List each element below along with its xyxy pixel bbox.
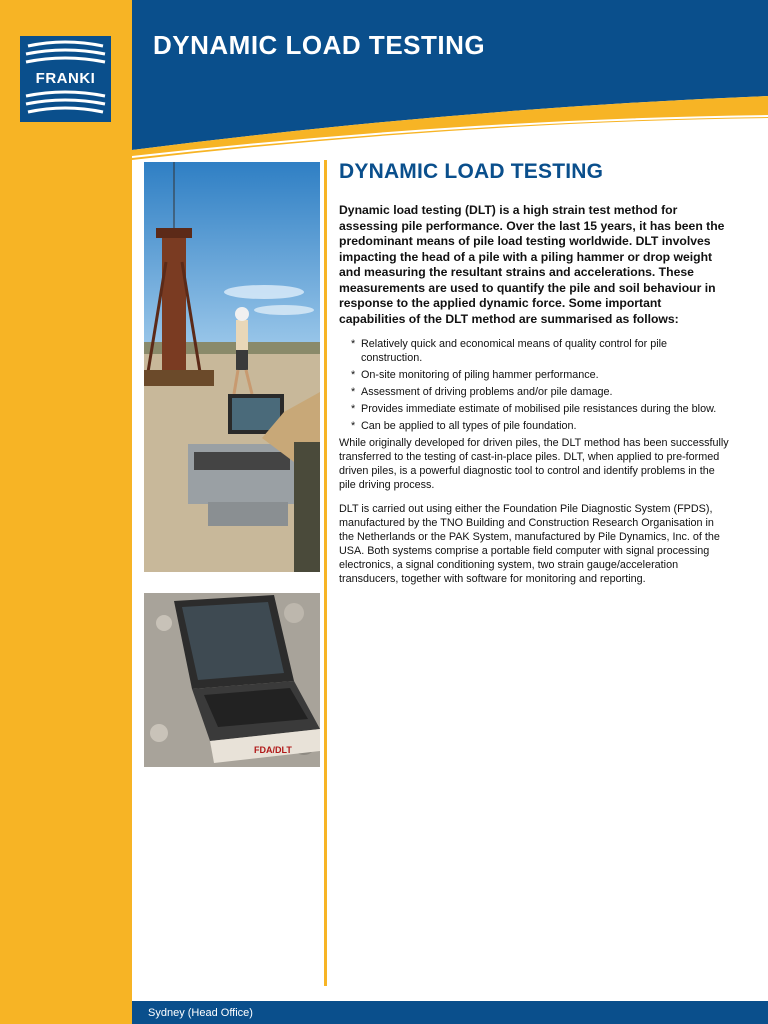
body-paragraph-1: While originally developed for driven piles, the DLT method has been successfully transferred to the testing of cast-in-place piles. DLT, when applied to pre-formed driven piles, is a powerful diagnostic tool to control and identify problems in the pile driving process.: [339, 437, 729, 491]
list-item: [351, 419, 731, 433]
logo-wordmark: FRANKI: [20, 70, 111, 87]
list-item-text: Relatively quick and economical means of quality control for pile construction.: [361, 338, 668, 364]
list-item-text: On-site monitoring of piling hammer performance.: [361, 369, 599, 381]
content-title: DYNAMIC LOAD TESTING: [339, 160, 604, 183]
bullet-marker: *: [351, 369, 356, 381]
bullet-marker: *: [351, 386, 356, 398]
pile-testing-site-photo: [144, 162, 320, 572]
laptop-label: FDA/DLT: [254, 745, 292, 755]
bullet-marker: *: [351, 420, 356, 432]
list-item-text: Provides immediate estimate of mobilised pile resistances during the blow.: [361, 403, 717, 415]
list-item: [351, 337, 731, 365]
bullet-marker: *: [351, 403, 356, 415]
main-content: [339, 158, 731, 586]
header-title: DYNAMIC LOAD TESTING: [153, 30, 486, 60]
list-item: [351, 368, 731, 382]
list-item: [351, 402, 731, 416]
header-band: [132, 0, 768, 160]
capabilities-list: [339, 337, 731, 433]
content-divider: [324, 160, 327, 986]
body-paragraph-2: DLT is carried out using either the Foundation Pile Diagnostic System (FPDS), manufactured by the TNO Building and Construction Research Organisation in the Netherlands or the PAK System, manufactured by Pile Dynamics, Inc. of the USA. Both systems comprise a portable field computer with signal processing electronics, a signal conditioning system, two strain gauge/acceleration transducers, together with software for monitoring and reporting.: [339, 503, 720, 585]
list-item-text: Can be applied to all types of pile foundation.: [361, 420, 577, 432]
laptop-field-computer-photo: [144, 593, 320, 767]
footer-bar: [132, 1001, 768, 1024]
list-item-text: Assessment of driving problems and/or pile damage.: [361, 386, 613, 398]
footer-office-label: Sydney (Head Office): [148, 1007, 253, 1019]
bullet-marker: *: [351, 338, 356, 350]
left-accent-strip: [0, 0, 132, 1024]
intro-paragraph: Dynamic load testing (DLT) is a high strain test method for assessing pile performance. Over the last 15 years, it has been the predominant means of pile load testing worldwide. DLT involves impacting the head of a pile with a piling hammer or drop weight and measuring the resultant strains and accelerations. These measurements are used to quantify the pile and soil behaviour in response to the applied dynamic force. Some important capabilities of the DLT method are summarised as follows:: [339, 203, 725, 326]
franki-logo: [20, 36, 111, 122]
list-item: [351, 385, 731, 399]
